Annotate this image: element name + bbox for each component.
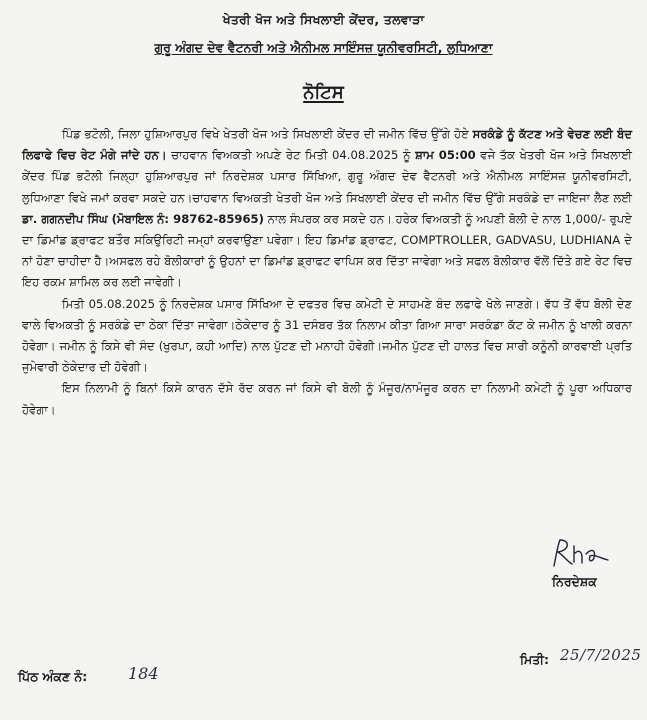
- paragraph-tender-details: ਪਿੰਡ ਭਟੋਲੀ, ਜਿਲਾ ਹੁਸ਼ਿਆਰਪੁਰ ਵਿਖੇ ਖੇਤਰੀ ਖੋਜ ਅਤੇ ਸਿਖਲਾਈ ਕੇਂਦਰ ਦੀ ਜਮੀਨ ਵਿੱਚ ਉੱਗੇ ਹੋਏ ਸਰਕੰਡੇ ਨੂੰ ਕੱਟਣ ਅਤੇ ਵੇਚਣ ਲਈ ਬੰਦ ਲਿਫਾਫੇ ਵਿਚ ਰੇਟ ਮੰਗੇ ਜਾਂਦੇ ਹਨ। ਚਾਹਵਾਨ ਵਿਅਕਤੀ ਅਪਣੇ ਰੇਟ ਮਿਤੀ 04.08.2025 ਨੂੰ ਸ਼ਾਮ 05:00 ਵਜੇ ਤੱਕ ਖੇਤਰੀ ਖੋਜ ਅਤੇ ਸਿਖਲਾਈ ਕੇਂਦਰ ਪਿੰਡ ਭਟੋਲੀ ਜਿਲ੍ਹਾ ਹੁਸ਼ਿਆਰਪੁਰ ਜਾਂ ਨਿਰਦੇਸ਼ਕ ਪਸਾਰ ਸਿੱਖਿਆ, ਗੁਰੂ ਅੰਗਦ ਦੇਵ ਵੈਟਨਰੀ ਅਤੇ ਐਨੀਮਲ ਸਾਇੰਸਜ਼ ਯੂਨੀਵਰਸਿਟੀ, ਲੁਧਿਆਣਾ ਵਿਖੇ ਜਮਾਂ ਕਰਵਾ ਸਕਦੇ ਹਨ।ਚਾਹਵਾਨ ਵਿਅਕਤੀ ਖੇਤਰੀ ਖੋਜ ਅਤੇ ਸਿਖਲਾਈ ਕੇਂਦਰ ਦੀ ਜਮੀਨ ਵਿੱਚ ਉੱਗੇ ਸਰਕੰਡੇ ਦਾ ਜਾਇਜਾ ਲੈਣ ਲਈ ਡਾ. ਗਗਨਦੀਪ ਸਿੰਘ (ਮੋਬਾਇਲ ਨੰ: 98762-85965) ਨਾਲ ਸੰਪਰਕ ਕਰ ਸਕਦੇ ਹਨ। ਹਰੇਕ ਵਿਅਕਤੀ ਨੂੰ ਅਪਣੀ ਬੋਲੀ ਦੇ ਨਾਲ 1,000/- ਰੁਪਏ ਦਾ ਡਿਮਾਂਡ ਡ੍ਰਾਫਟ ਬਤੌਰ ਸਕਿਉਰਿਟੀ ਜਮ੍ਹਾਂ ਕਰਵਾਉਣਾ ਪਵੇਗਾ। ਇਹ ਡਿਮਾਂਡ ਡ੍ਰਾਫਟ, COMPTROLLER, GADVASU, LUDHIANA ਦੇ ਨਾਂ ਹੋਣਾ ਚਾਹੀਦਾ ਹੈ।ਅਸਫਲ ਰਹੇ ਬੋਲੀਕਾਰਾਂ ਨੂੰ ਉਹਨਾਂ ਦਾ ਡਿਮਾਂਡ ਡ੍ਰਾਫਟ ਵਾਪਿਸ ਕਰ ਦਿੱਤਾ ਜਾਵੇਗਾ ਅਤੇ ਸਫਲ ਬੋਲੀਕਾਰ ਵੱਲੋਂ ਦਿੱਤੇ ਗਏ ਰੇਟ ਵਿਚ ਇਹ ਰਕਮ ਸ਼ਾਮਿਲ ਕਰ ਲਈ ਜਾਵੇਗੀ।: [22, 127, 632, 290]
- highlight-contact: ਡਾ. ਗਗਨਦੀਪ ਸਿੰਘ (ਮੋਬਾਇਲ ਨੰ: 98762-85965): [22, 211, 264, 226]
- paragraph-opening-terms: ਮਿਤੀ 05.08.2025 ਨੂੰ ਨਿਰਦੇਸ਼ਕ ਪਸਾਰ ਸਿੱਖਿਆ ਦੇ ਦਫਤਰ ਵਿਚ ਕਮੇਟੀ ਦੇ ਸਾਹਮਣੇ ਬੰਦ ਲਫਾਫੇ ਖੋਲੇ ਜਾਣਗੇ। ਵੱਧ ਤੋਂ ਵੱਧ ਬੋਲੀ ਦੇਣ ਵਾਲੇ ਵਿਅਕਤੀ ਨੂੰ ਸਰਕੰਡੇ ਦਾ ਠੇਕਾ ਦਿੱਤਾ ਜਾਵੇਗਾ।ਠੇਕੇਦਾਰ ਨੂੰ 31 ਦਸੰਬਰ ਤੱਕ ਨਿਲਾਮ ਕੀਤਾ ਗਿਆ ਸਾਰਾ ਸਰਕੰਡਾ ਕੱਟ ਕੇ ਜਮੀਨ ਨੂੰ ਖਾਲੀ ਕਰਨਾ ਹੋਵੇਗਾ। ਜਮੀਨ ਨੂੰ ਕਿਸੇ ਵੀ ਸੰਦ (ਖੁਰਪਾ, ਕਹੀ ਆਦਿ) ਨਾਲ ਪੁੱਟਣ ਦੀ ਮਨਾਹੀ ਹੋਵੇਗੀ।ਜਮੀਨ ਪੁੱਟਣ ਦੀ ਹਾਲਤ ਵਿਚ ਸਾਰੀ ਕਨੂੰਨੀ ਕਾਰਵਾਈ ਪ੍ਰਤਿ ਜੁਮੇਵਾਰੀ ਠੇਕੇਦਾਰ ਦੀ ਹੋਵੇਗੀ।: [22, 296, 632, 375]
- institute-name: ਖੇਤਰੀ ਖੋਜ ਅਤੇ ਸਿਖਲਾਈ ਕੇਂਦਰ, ਤਲਵਾੜਾ: [222, 12, 425, 27]
- paragraph-rights: ਇਸ ਨਿਲਾਮੀ ਨੂੰ ਬਿਨਾਂ ਕਿਸੇ ਕਾਰਨ ਦੱਸੇ ਰੱਦ ਕਰਨ ਜਾਂ ਕਿਸੇ ਵੀ ਬੋਲੀ ਨੂੰ ਮੰਜੂਰ/ਨਾਮੰਜੂਰ ਕਰਨ ਦਾ ਨਿਲਾਮੀ ਕਮੇਟੀ ਨੂੰ ਪੂਰਾ ਅਧਿਕਾਰ ਹੋਵੇਗਾ।: [22, 381, 632, 417]
- handwritten-signature: [548, 536, 614, 570]
- highlight-time: ਸ਼ਾਮ 05:00: [415, 148, 476, 163]
- notice-body: [22, 124, 632, 421]
- endorsement-number-value: 184: [128, 664, 159, 683]
- signatory-designation: ਨਿਰਦੇਸ਼ਕ: [552, 574, 597, 589]
- endorsement-number-label: ਪਿੱਠ ਅੰਕਣ ਨੰ:: [18, 669, 88, 684]
- date-value: 25/7/2025: [560, 646, 642, 664]
- highlight-tender: ਸਰਕੰਡੇ ਨੂੰ ਕੱਟਣ ਅਤੇ ਵੇਚਣ ਲਈ ਬੰਦ ਲਿਫਾਫੇ ਵਿਚ ਰੇਟ ਮੰਗੇ ਜਾਂਦੇ ਹਨ।: [22, 127, 632, 163]
- notice-title: ਨੋਟਿਸ: [303, 82, 344, 103]
- university-name: ਗੁਰੂ ਅੰਗਦ ਦੇਵ ਵੈਟਨਰੀ ਅਤੇ ਐਨੀਮਲ ਸਾਇੰਸਜ਼ ਯੂਨੀਵਰਸਿਟੀ, ਲੁਧਿਆਣਾ: [154, 40, 493, 55]
- date-label: ਮਿਤੀ:: [520, 652, 550, 667]
